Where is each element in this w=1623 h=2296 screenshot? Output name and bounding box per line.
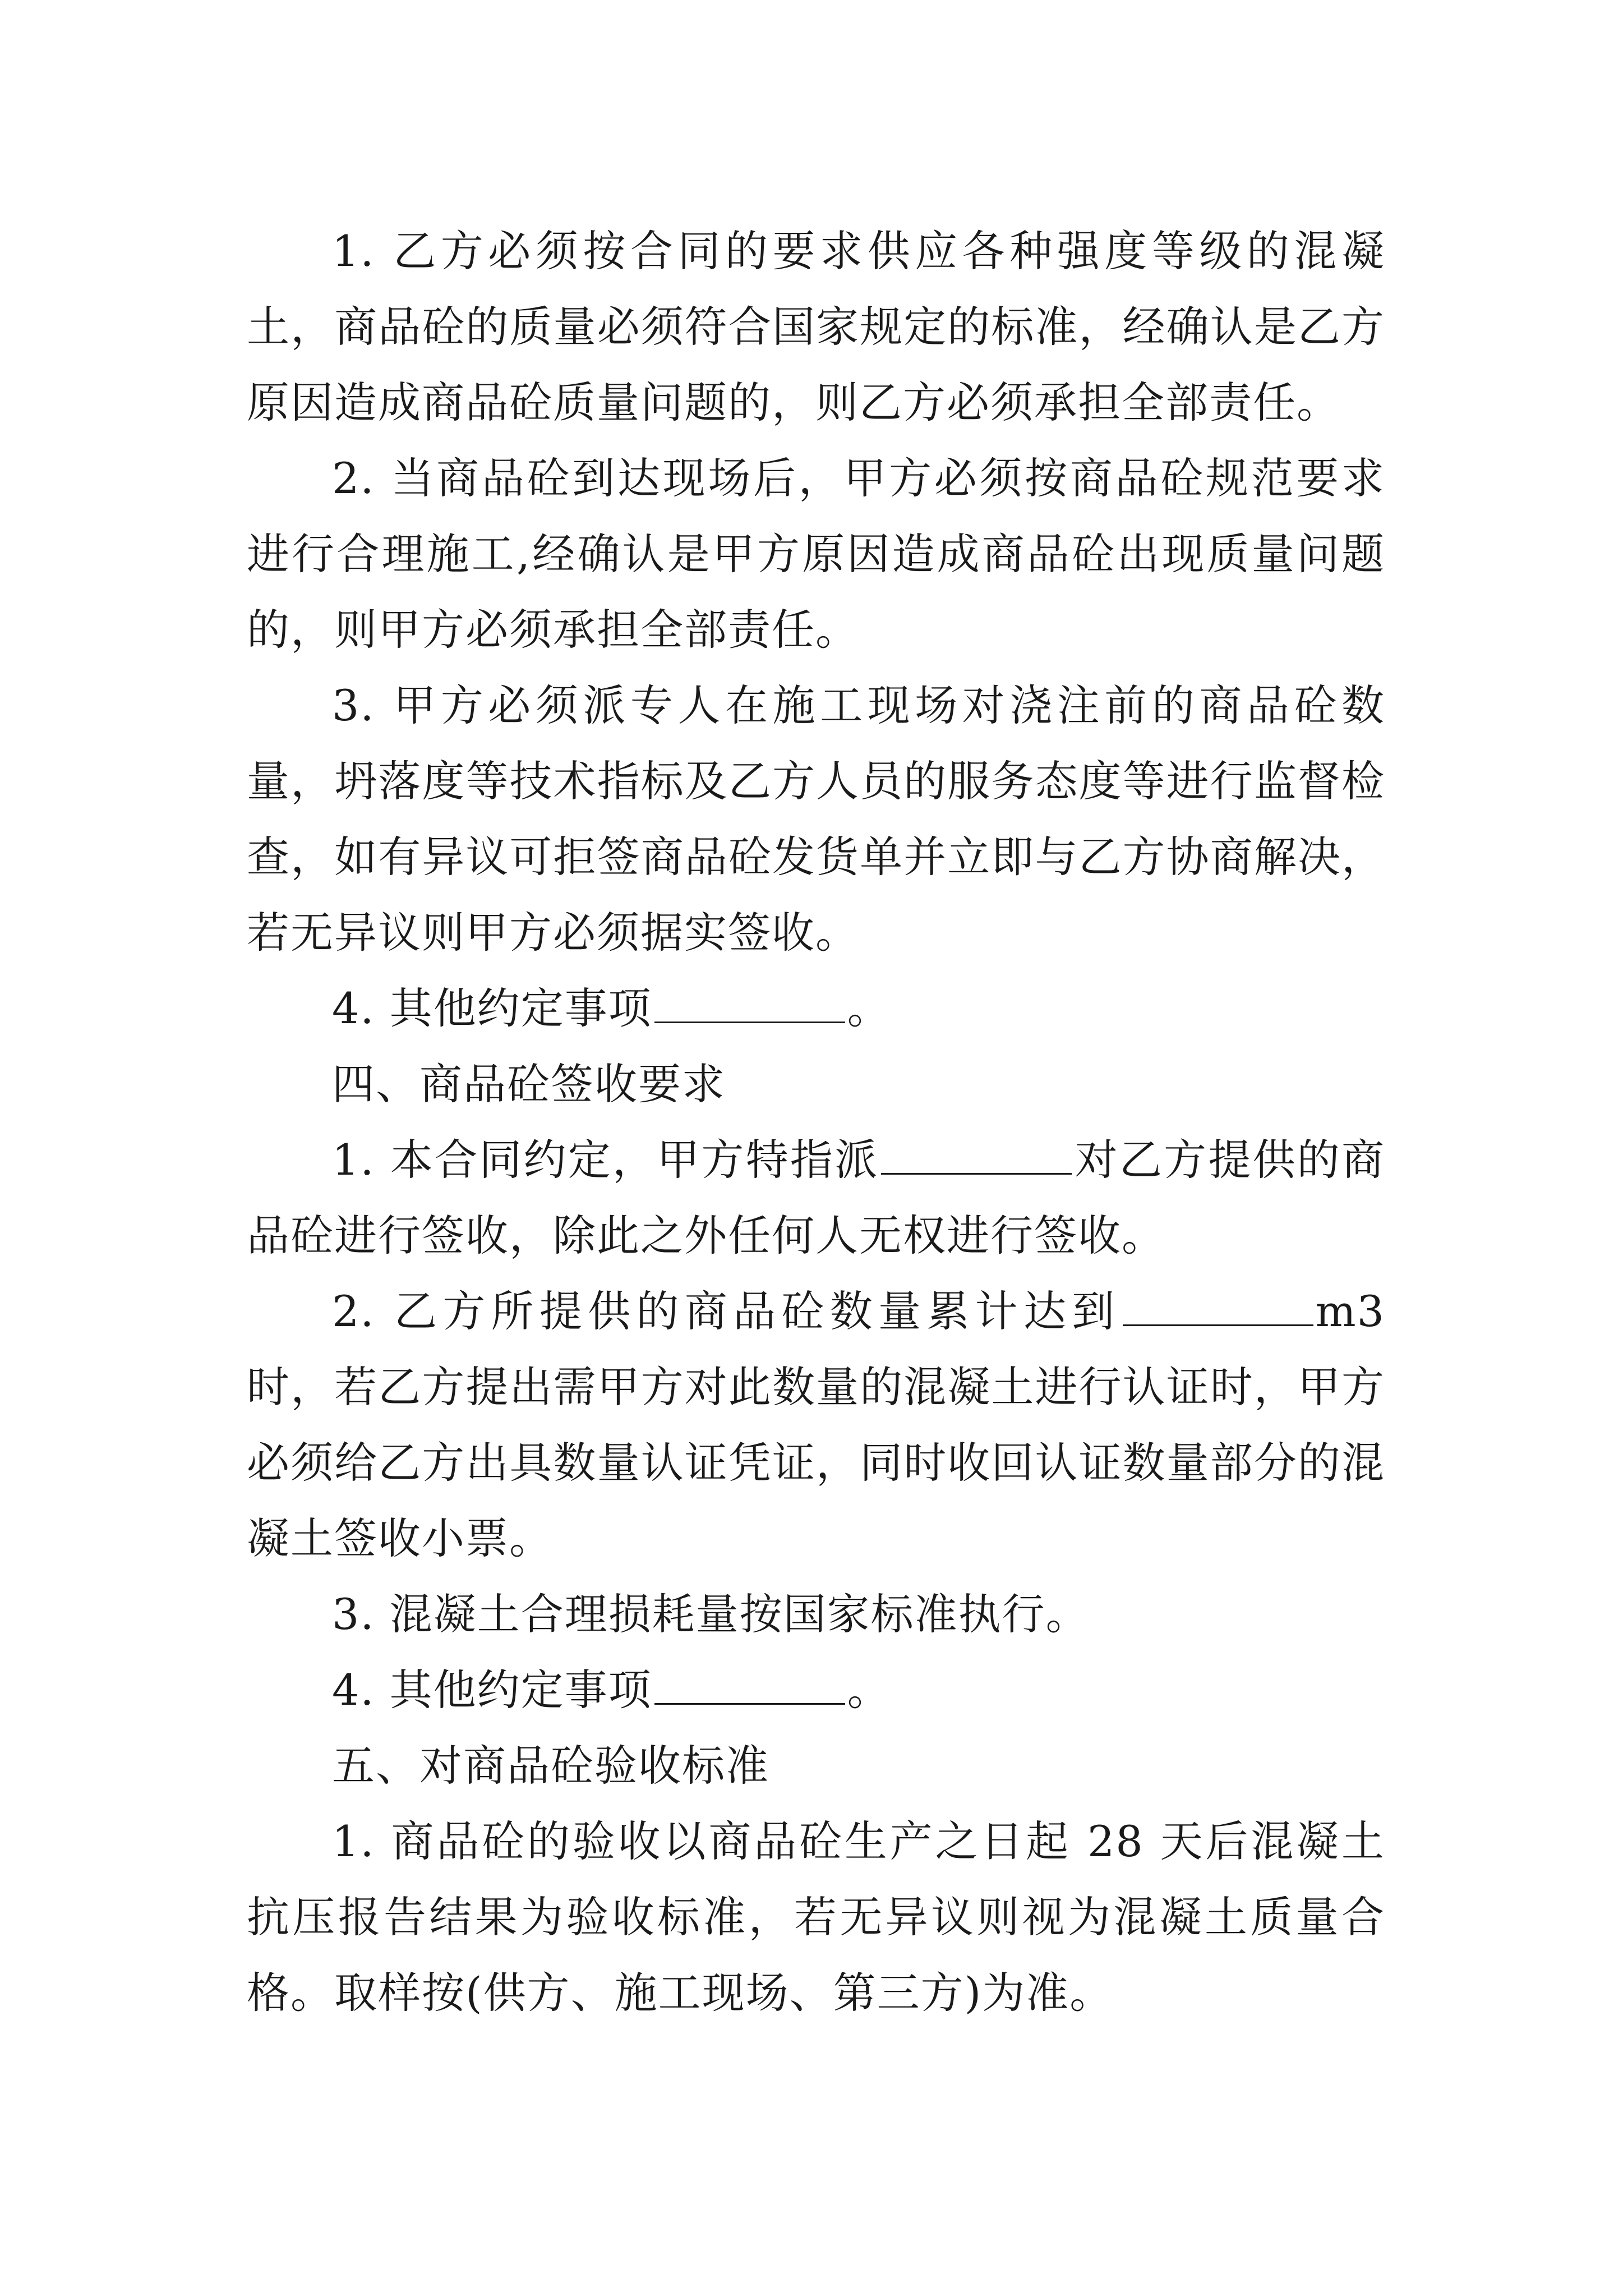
- paragraph-other-terms-2: [247, 1652, 1385, 1728]
- fill-in-blank: [654, 982, 845, 1023]
- fill-in-blank: [654, 1664, 845, 1705]
- paragraph-quantity-certification: [247, 1273, 1385, 1576]
- section-heading-5: 五、对商品砼验收标准: [332, 1741, 769, 1791]
- paragraph-quality-responsibility-buyer: 2. 当商品砼到达现场后，甲方必须按商品砼规范要求进行合理施工,经确认是甲方原因造成商品砼出现质量问题的，则甲方必须承担全部责任。: [247, 453, 1385, 655]
- paragraph-text-after-blank: 。: [847, 983, 891, 1033]
- paragraph-text-after-blank: 对乙方提供的商品砼进行签收，除此之外任何人无权进行签收。: [247, 1135, 1386, 1260]
- paragraph-text-before-blank: 2. 乙方所提供的商品砼数量累计达到: [332, 1286, 1121, 1336]
- paragraph-other-terms-1: [247, 970, 1385, 1046]
- paragraph-text-before-blank: 4. 其他约定事项: [332, 1665, 652, 1715]
- paragraph-loss-standard: 3. 混凝土合理损耗量按国家标准执行。: [332, 1589, 1090, 1639]
- paragraph-text-before-blank: 1. 本合同约定，甲方特指派: [332, 1135, 879, 1185]
- fill-in-blank: [881, 1134, 1072, 1175]
- paragraph-quality-responsibility-supplier: 1. 乙方必须按合同的要求供应各种强度等级的混凝土，商品砼的质量必须符合国家规定的标准，经确认是乙方原因造成商品砼质量问题的，则乙方必须承担全部责任。: [247, 226, 1385, 427]
- document-body: [247, 213, 1385, 2031]
- paragraph-text-after-blank: m3 时，若乙方提出需甲方对此数量的混凝土进行认证时，甲方必须给乙方出具数量认证凭证，同时收回认证数量部分的混凝土签收小票。: [247, 1286, 1385, 1563]
- fill-in-blank: [1123, 1285, 1313, 1326]
- paragraph-acceptance-standard: 1. 商品砼的验收以商品砼生产之日起 28 天后混凝土抗压报告结果为验收标准，若无异议则视为混凝土质量合格。取样按(供方、施工现场、第三方)为准。: [247, 1816, 1385, 2018]
- section-heading-4: 四、商品砼签收要求: [332, 1059, 726, 1109]
- paragraph-text-before-blank: 4. 其他约定事项: [332, 983, 652, 1033]
- paragraph-designated-signer: [247, 1122, 1385, 1273]
- paragraph-site-supervision: 3. 甲方必须派专人在施工现场对浇注前的商品砼数量，坍落度等技术指标及乙方人员的服务态度等进行监督检查，如有异议可拒签商品砼发货单并立即与乙方协商解决，若无异议则甲方必须据实签收。: [247, 680, 1385, 958]
- paragraph-text-after-blank: 。: [847, 1665, 891, 1715]
